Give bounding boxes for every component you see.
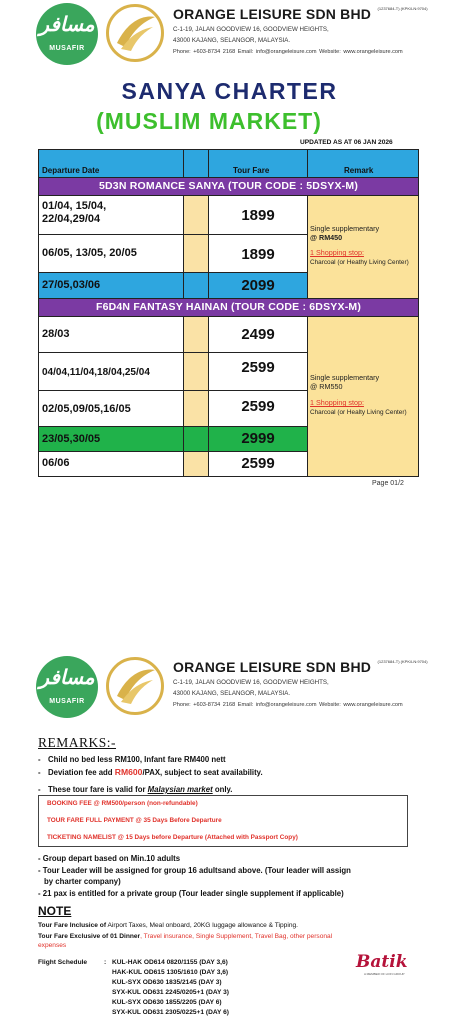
batik-air-logo-sub: A MEMBER OF LION GROUP [364,972,405,976]
section2-row1-fare-cell [209,317,308,353]
header-remark [308,150,418,178]
remarks-title: REMARKS:- [38,735,117,750]
header-departure-date-label: Departure Date [42,166,100,175]
section1-shop-label: 1 Shopping stop: [310,248,364,258]
section2-row5-fare: 2599 [241,455,275,472]
flight-row: HAK-KUL OD615 1305/1610 (DAY 3,6) [112,969,229,976]
note-title: NOTE [38,904,72,918]
company-info-2 [173,659,453,708]
section1-remark [308,196,418,299]
section2-row1-spacer [184,317,209,353]
inclusive-text: Airport Taxes, Meal onboard, 20KG luggage allowance & Tipping. [106,922,298,929]
header-departure-date [39,150,184,178]
company-registration-2: (1237684-T) (KPK/LN:9704) [377,659,428,664]
company-address-line-2: 43000 KAJANG, SELANGOR, MALAYSIA. [173,36,291,44]
section2-row2-fare-cell [209,353,308,391]
section1-supp-label: Single supplementary [310,224,380,233]
exclusive-line [38,933,332,940]
section1-row2-fare-cell [209,235,308,273]
ticketing-namelist-line: TICKETING NAMELIST @ 15 Days before Departure (Attached with Passport Copy) [47,834,298,841]
section2-row5-fare-cell [209,452,308,476]
musafir-logo [36,3,98,65]
company-address-line-1: C-1-19, JALAN GOODVIEW 16, GOODVIEW HEIGHTS, [173,26,329,33]
header-tour-fare-label: Tour Fare [233,166,270,175]
flight-row: KUL-HAK OD614 0820/1155 (DAY 3,6) [112,959,228,966]
batik-air-logo: Batik [356,952,408,972]
private-group-line: - 21 pax is entitled for a private group (Tour leader single supplement if applicable) [38,889,344,898]
booking-fee-line: BOOKING FEE @ RM500/person (non-refundable) [47,800,198,807]
section2-row5-date: 06/06 [39,452,184,476]
remark-child-fare-text: Child no bed less RM100, Infant fare RM400 nett [48,755,226,764]
section1-row2-fare: 1899 [241,246,275,263]
exclusive-line-2: expenses [38,942,67,949]
section2-shop-value: Charcoal (or Healty Living Center) [310,408,407,416]
company-registration: (1237684-T) (KPK/LN:9704) [377,6,428,11]
section1-row1-fare: 1899 [241,207,275,224]
section-title-6d4n: F6D4N FANTASY HAINAN (TOUR CODE : 6DSYX-M) [39,299,418,317]
section1-supp-value: @ RM450 [310,233,343,243]
section2-row3-fare: 2599 [241,398,275,415]
section2-supp-label: Single supplementary [310,373,380,382]
section2-row5-spacer [184,452,209,476]
musafir-logo-glyph: مسافر [39,12,95,36]
section2-row4-fare-cell [209,427,308,452]
section2-row1-date: 28/03 [39,317,184,353]
full-payment-line: TOUR FARE FULL PAYMENT @ 35 Days Before Departure [47,817,222,824]
section1-row1-date: 01/04, 15/04, 22/04,29/04 [39,196,184,235]
company-info [173,6,453,55]
tour-leader-line-2: by charter company) [44,877,121,886]
fare-table [38,149,419,477]
section2-row4-date: 23/05,30/05 [39,427,184,452]
remark-market-prefix: These tour fare is valid for [48,785,148,794]
remark-deviation-fee: - Deviation fee add RM600/PAX, subject to seat availability. [38,767,263,777]
section1-row3-spacer [184,273,209,299]
section2-row4-spacer [184,427,209,452]
flight-row: SYX-KUL OD631 2305/0225+1 (DAY 6) [112,1009,229,1016]
exclusive-text: , Travel insurance, Single Supplement, Travel Bag, other personal [140,933,333,940]
section-title-5d3n: 5D3N ROMANCE SANYA (TOUR CODE : 5DSYX-M) [39,178,418,196]
header-tour-fare [209,150,308,178]
musafir-logo-glyph-2: مسافر [39,665,95,689]
brochure-page-1 [0,0,459,500]
page-number: Page 01/2 [372,480,404,487]
section1-row1-fare-cell [209,196,308,235]
section1-row1-spacer [184,196,209,235]
company-contact: Phone: +603-8734 2168 Email: info@orangeleisure.com Website: www.orangeleisure.com [173,49,403,56]
remark-market-name: Malaysian market [147,785,213,794]
section1-row3-fare: 2099 [241,277,275,294]
section1-row2-spacer [184,235,209,273]
remark-child-fare: - Child no bed less RM100, Infant fare RM400 nett [38,755,226,764]
musafir-logo-text-2: MUSAFIR [49,698,85,705]
exclusive-label: Tour Fare Exclusive of 01 Dinner [38,933,141,940]
section1-row2-date: 06/05, 13/05, 20/05 [39,235,184,273]
remark-market-suffix: only. [212,785,233,794]
flight-row: SYX-KUL OD631 2245/0205+1 (DAY 3) [112,989,229,996]
flight-row: KUL-SYX OD630 1835/2145 (DAY 3) [112,979,222,986]
section2-supp-value: @ RM550 [310,382,343,392]
flight-row: KUL-SYX OD630 1855/2205 (DAY 6) [112,999,222,1006]
company-header-2 [0,653,459,717]
inclusive-line [38,922,298,929]
flight-schedule-label: Flight Schedule [38,959,88,966]
section2-row2-fare: 2599 [241,359,275,376]
section1-shop-value: Charcoal (or Heathy Living Center) [310,258,409,266]
company-contact-2: Phone: +603-8734 2168 Email: info@orangeleisure.com Website: www.orangeleisure.com [173,702,403,709]
section2-row4-fare: 2999 [241,430,275,447]
payment-terms-box [38,795,408,847]
updated-date: UPDATED AS AT 06 JAN 2026 [300,139,393,146]
header-spacer [184,150,209,178]
header-remark-label: Remark [344,166,374,175]
orange-leisure-wing-logo [106,4,164,62]
musafir-logo-2 [36,656,98,718]
inclusive-label: Tour Fare Inclusice of [38,922,107,929]
section1-row3-fare-cell [209,273,308,299]
section2-row1-fare: 2499 [241,326,275,343]
section1-row3-date: 27/05,03/06 [39,273,184,299]
section2-row3-fare-cell [209,391,308,427]
page-title: SANYA CHARTER [121,78,338,104]
group-min-line: - Group depart based on Min.10 adults [38,854,181,863]
section2-shop-label: 1 Shopping stop: [310,398,364,408]
orange-leisure-wing-logo-2 [106,657,164,715]
remark-deviation-prefix: Deviation fee add [48,768,115,777]
flight-schedule-colon: : [104,959,107,966]
section2-remark [308,317,418,476]
company-address-line-2-2: 43000 KAJANG, SELANGOR, MALAYSIA. [173,689,291,697]
section2-row3-spacer [184,391,209,427]
remark-market-validity: - These tour fare is valid for Malaysian market only. [38,785,233,794]
brochure-page-2 [0,640,459,1024]
tour-leader-line: - Tour Leader will be assigned for group 16 adultsand above. (Tour leader will assign [38,866,351,875]
company-address-line-1-2: C-1-19, JALAN GOODVIEW 16, GOODVIEW HEIGHTS, [173,679,329,686]
company-name-2: ORANGE LEISURE SDN BHD [173,659,372,675]
remark-deviation-suffix: /PAX, subject to seat availability. [142,768,263,777]
section2-row3-date: 02/05,09/05,16/05 [39,391,184,427]
section2-row2-date: 04/04,11/04,18/04,25/04 [39,353,184,391]
company-header [0,0,459,64]
remark-deviation-amount: RM600 [114,767,143,777]
musafir-logo-text: MUSAFIR [49,45,85,52]
company-name: ORANGE LEISURE SDN BHD [173,6,372,22]
section2-row2-spacer [184,353,209,391]
page-subtitle: (MUSLIM MARKET) [96,108,322,134]
